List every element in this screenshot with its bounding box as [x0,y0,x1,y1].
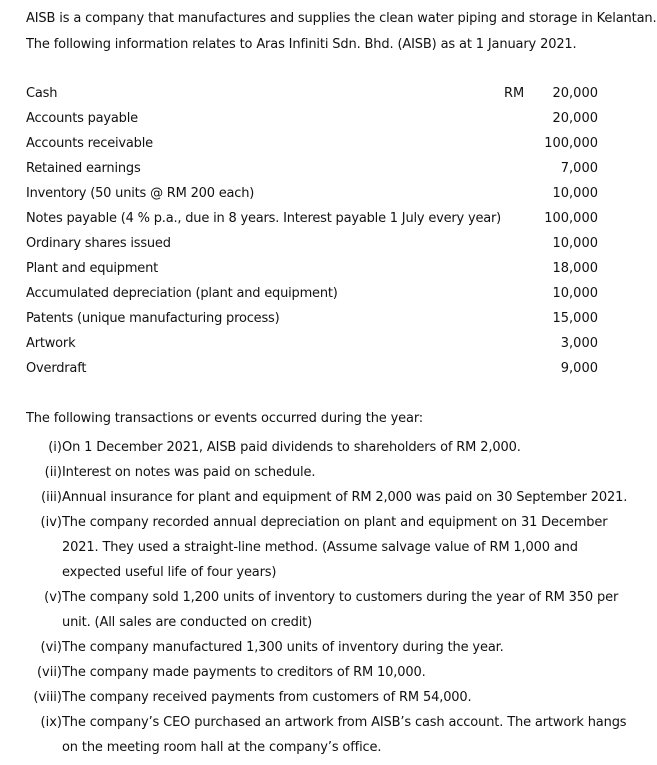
balance-amount: 20,000 [552,111,598,126]
balance-row [26,286,606,311]
balances-table [26,86,606,386]
balance-label: Ordinary shares issued [26,236,171,251]
balance-label: Patents (unique manufacturing process) [26,311,280,326]
transaction-text: The company recorded annual depreciation on plant and equipment on 31 December 2021. They used a straight-line method. (Assume salvage value of RM 1,000 and expected useful life of four years) [62,515,608,580]
transaction-item [26,485,636,510]
transaction-number: (ix) [40,715,62,730]
balance-label: Inventory (50 units @ RM 200 each) [26,186,255,201]
balance-row [26,311,606,336]
balance-label: Plant and equipment [26,261,159,276]
balance-row [26,86,606,111]
balance-row [26,361,606,386]
transactions-heading: The following transactions or events occurred during the year: [26,411,424,426]
balance-label: Cash [26,86,58,101]
balance-row [26,161,606,186]
transaction-number: (vi) [40,640,62,655]
transaction-text: Annual insurance for plant and equipment of RM 2,000 was paid on 30 September 2021. [62,490,628,505]
balance-amount: 7,000 [560,161,598,176]
transaction-item [26,460,636,485]
balance-amount: 15,000 [552,311,598,326]
transaction-number: (viii) [33,690,62,705]
transaction-item [26,660,636,685]
transaction-item [26,510,636,585]
transaction-text: The company manufactured 1,300 units of inventory during the year. [62,640,504,655]
transaction-text: The company made payments to creditors of RM 10,000. [62,665,426,680]
intro-line-2: The following information relates to Aras Infiniti Sdn. Bhd. (AISB) as at 1 January 2021. [26,37,577,52]
balance-label: Accumulated depreciation (plant and equipment) [26,286,338,301]
balance-label: Accounts receivable [26,136,153,151]
currency-header: RM [504,86,525,101]
transaction-text: On 1 December 2021, AISB paid dividends to shareholders of RM 2,000. [62,440,521,455]
balance-row [26,261,606,286]
transaction-text: The company received payments from customers of RM 54,000. [62,690,472,705]
balance-amount: 100,000 [544,136,598,151]
transaction-text: The company sold 1,200 units of inventory to customers during the year of RM 350 per unit. (All sales are conducted on credit) [62,590,619,630]
transaction-text: Interest on notes was paid on schedule. [62,465,316,480]
balance-amount: 10,000 [552,286,598,301]
balance-label: Accounts payable [26,111,138,126]
transaction-item [26,435,636,460]
balance-amount: 3,000 [560,336,598,351]
balance-row [26,336,606,361]
balance-label: Retained earnings [26,161,141,176]
balance-amount: 9,000 [560,361,598,376]
balance-amount: 20,000 [552,86,598,101]
balance-row [26,211,606,236]
balance-amount: 18,000 [552,261,598,276]
balance-amount: 100,000 [544,211,598,226]
balance-row [26,186,606,211]
balance-amount: 10,000 [552,236,598,251]
transaction-number: (vii) [36,665,62,680]
balance-label: Artwork [26,336,76,351]
transaction-number: (v) [44,590,62,605]
balance-row [26,136,606,161]
transaction-item [26,635,636,660]
transaction-number: (iii) [41,490,62,505]
transaction-item [26,585,636,635]
balance-amount: 10,000 [552,186,598,201]
transaction-text: The company’s CEO purchased an artwork from AISB’s cash account. The artwork hangs on the meeting room hall at the company’s office. [62,715,627,755]
transaction-number: (i) [48,440,62,455]
transaction-item [26,710,636,760]
balance-row [26,236,606,261]
balance-row [26,111,606,136]
balance-label: Overdraft [26,361,87,376]
transaction-number: (iv) [40,515,62,530]
transaction-item [26,685,636,710]
balance-label: Notes payable (4 % p.a., due in 8 years. Interest payable 1 July every year) [26,211,502,226]
transactions-list [26,435,636,760]
transaction-number: (ii) [44,465,62,480]
intro-line-1: AISB is a company that manufactures and supplies the clean water piping and storage in Kelantan. [26,11,657,26]
